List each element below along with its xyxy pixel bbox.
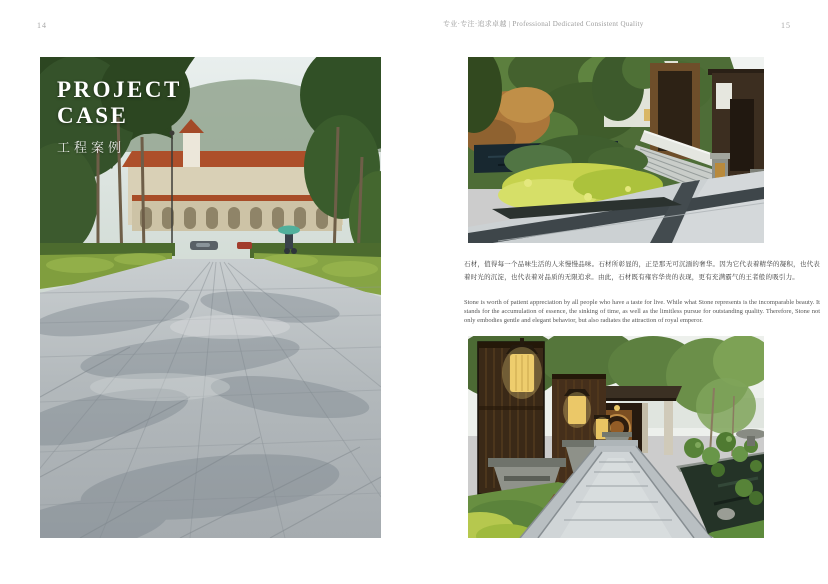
garden-steps-photo (468, 57, 764, 243)
driveway-photo (40, 57, 381, 538)
section-title-line1: PROJECT (57, 77, 182, 102)
pavilion-walkway-photo (468, 336, 764, 538)
page-number-right: 15 (781, 21, 791, 30)
page-number-left: 14 (37, 21, 47, 30)
section-subtitle-cn: 工程案例 (57, 140, 126, 155)
section-title (57, 77, 182, 156)
body-paragraph-chinese: 石材，值得每一个品味生活的人来慢慢品味。石材所彰显的，正是那无可沉湎的奢华。因为它代表着精华的凝积，也代表着时光的沉淀，也代表着对品质的无限追求。由此，石材既有雍容华贵的表现，更有充满霸气的王者般的吸引力。 (464, 261, 820, 281)
section-title-line2: CASE (57, 103, 129, 128)
body-paragraph-english: Stone is worth of patient appreciation by all people who have a taste for live. While what Stone represents is the incomparable beauty. It stands for the accumulation of essence, the sinking of time, as well as the limitless pursue for outstanding quality. Therefore, Stone not only embodies gentle and elegant behavior, but also radiates the attraction of royal emperor. (464, 299, 820, 324)
pavilion-walkway-illustration (468, 336, 764, 538)
header-motto: 专业·专注·追求卓越 | Professional Dedicated Consistent Quality (443, 20, 644, 28)
garden-steps-illustration (468, 57, 764, 243)
